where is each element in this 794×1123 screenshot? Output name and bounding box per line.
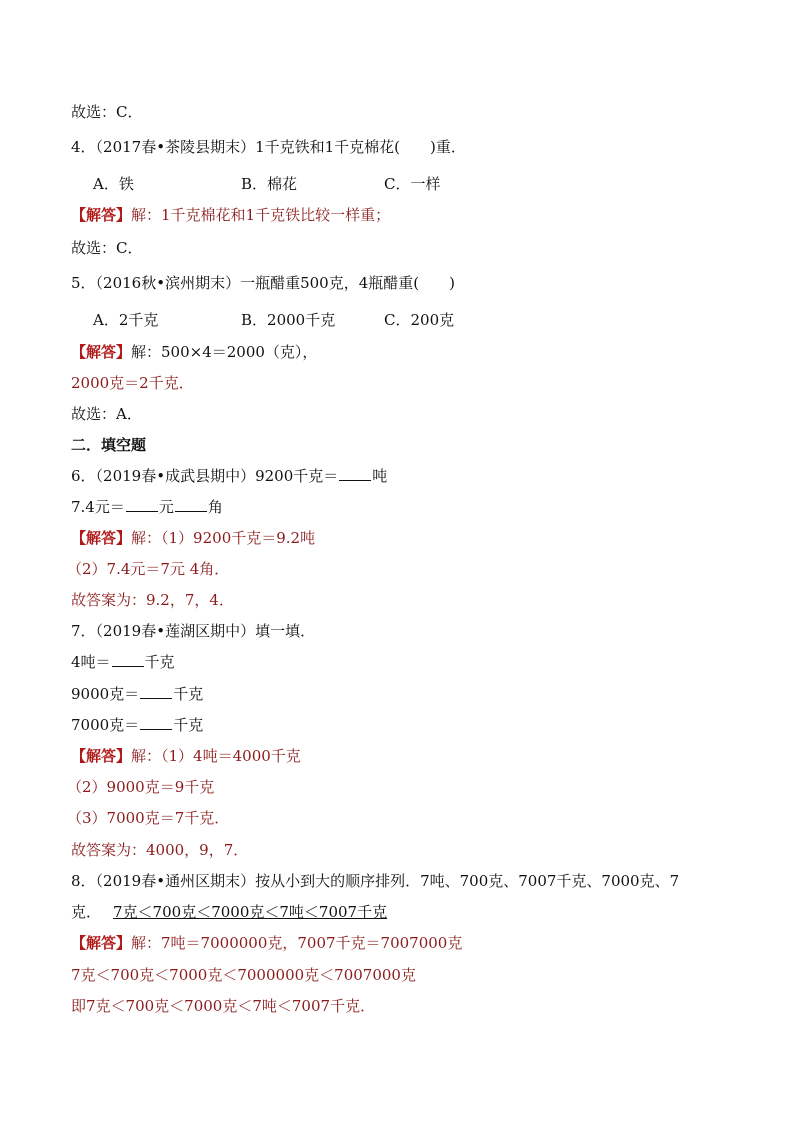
answer-8-line2: 7克＜700克＜7000克＜7000000克＜7007000克 — [71, 966, 416, 984]
question-6-part-b — [71, 497, 223, 517]
q7a-text: 4吨＝ — [71, 653, 111, 671]
option-a: A．铁 — [93, 175, 134, 193]
q8b-text: 克． — [71, 903, 102, 921]
question-7-c — [71, 715, 203, 735]
answer-4 — [71, 205, 390, 225]
section-heading: 二．填空题 — [71, 436, 147, 454]
answer-5-line2: 2000克＝2千克． — [71, 374, 194, 392]
question-8: 8．（2019春•通州区期末）按从小到大的顺序排列．7吨、700克、7007千克、7000克、7 — [71, 872, 680, 890]
answer-5 — [71, 342, 317, 362]
blank — [175, 497, 207, 512]
question-4: 4．（2017春•茶陵县期末）1千克铁和1千克棉花( )重． — [71, 138, 466, 156]
option-c: C．200克 — [384, 311, 455, 329]
blank — [112, 652, 144, 667]
answer-7-line2: （2）9000克＝9千克 — [67, 778, 215, 796]
answer-tag: 【解答】 — [71, 206, 132, 224]
q7b-unit: 千克 — [173, 685, 204, 703]
q6b-unit2: 角 — [207, 498, 223, 516]
blank — [140, 715, 172, 730]
q6b-text: 7.4元＝ — [71, 498, 125, 516]
answer-tag: 【解答】 — [71, 934, 132, 952]
answer-7-line3: （3）7000克＝7千克． — [67, 809, 230, 827]
answer-7 — [71, 746, 301, 766]
answer-6-line2: （2）7.4元＝7元 4角． — [67, 560, 230, 578]
conclusion-line: 故选：C． — [71, 103, 143, 121]
answer-8 — [71, 933, 462, 953]
question-6-unit: 吨 — [372, 467, 388, 485]
answer-tag: 【解答】 — [71, 529, 132, 547]
q7c-unit: 千克 — [173, 716, 204, 734]
q7a-unit: 千克 — [144, 653, 175, 671]
answer-tag: 【解答】 — [71, 343, 132, 361]
option-b: B．2000千克 — [241, 311, 336, 329]
answer-6-final: 故答案为：9.2，7，4． — [71, 591, 234, 609]
answer-text: 解：（1）9200千克＝9.2吨 — [131, 529, 316, 547]
answer-7-final: 故答案为：4000，9，7． — [71, 841, 249, 859]
answer-text: 解：（1）4吨＝4000千克 — [131, 747, 301, 765]
answer-text: 解：7吨＝7000000克，7007千克＝7007000克 — [131, 934, 463, 952]
blank — [339, 466, 371, 481]
question-6 — [71, 466, 387, 486]
question-7-a — [71, 652, 175, 672]
option-b: B．棉花 — [241, 175, 298, 193]
question-5-options — [93, 310, 454, 330]
q8-fill-answer: 7克＜700克＜7000克＜7吨＜7007千克 — [113, 903, 388, 921]
selection-4: 故选：C． — [71, 239, 143, 257]
question-6-text: 6．（2019春•成武县期中）9200千克＝ — [71, 467, 339, 485]
answer-8-line3: 即7克＜700克＜7000克＜7吨＜7007千克． — [71, 997, 376, 1015]
question-7-b — [71, 684, 203, 704]
answer-text: 解：1千克棉花和1千克铁比较一样重； — [131, 206, 391, 224]
answer-tag: 【解答】 — [71, 747, 132, 765]
answer-6 — [71, 528, 315, 548]
question-4-options — [93, 174, 440, 194]
q7b-text: 9000克＝ — [71, 685, 140, 703]
option-c: C．一样 — [384, 175, 441, 193]
option-a: A．2千克 — [93, 311, 159, 329]
q7c-text: 7000克＝ — [71, 716, 140, 734]
blank — [126, 497, 158, 512]
q6b-unit1: 元 — [158, 498, 174, 516]
blank — [140, 684, 172, 699]
selection-5: 故选：A． — [71, 405, 142, 423]
question-7: 7．（2019春•莲湖区期中）填一填． — [71, 622, 316, 640]
question-5: 5．（2016秋•滨州期末）一瓶醋重500克，4瓶醋重( ) — [71, 274, 455, 292]
question-8-line2 — [71, 902, 393, 922]
answer-text: 解：500×4＝2000（克）， — [131, 343, 318, 361]
